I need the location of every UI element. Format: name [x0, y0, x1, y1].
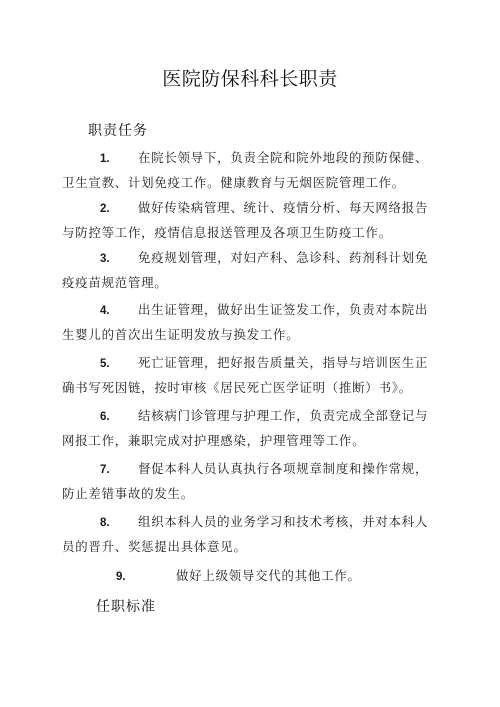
duty-text: 组织本科人员的业务学习和技术考核，并对本科人员的晋升、奖惩提出具体意见。: [62, 514, 429, 554]
duty-item-3: [62, 246, 432, 295]
duty-number: 3.: [100, 253, 110, 265]
duty-number: 1.: [100, 153, 110, 165]
duty-text: 在院长领导下，负责全院和院外地段的预防保健、卫生宣教、计划免疫工作。健康教育与无烟医院管理工作。: [62, 150, 429, 190]
duty-item-2: [62, 196, 432, 245]
duty-number: 5.: [100, 358, 110, 370]
page-title: 医院防保科科长职责: [162, 68, 338, 90]
duty-text: 出生证管理，做好出生证签发工作，负责对本院出生婴儿的首次出生证明发放与换发工作。: [62, 302, 429, 342]
section-heading-duties: 职责任务: [88, 123, 148, 139]
duty-text: 督促本科人员认真执行各项规章制度和操作常规，防止差错事故的发生。: [62, 461, 429, 501]
section-heading-qualifications: 任职标准: [96, 599, 156, 615]
duty-number: 6.: [100, 411, 110, 423]
duty-item-4: [62, 298, 432, 347]
duty-item-9: [116, 564, 361, 589]
duty-item-6: [62, 404, 432, 453]
duty-text: 免疫规划管理，对妇产科、急诊科、药剂科计划免疫疫苗规范管理。: [62, 250, 429, 290]
duty-item-7: [62, 457, 432, 506]
duty-number: 2.: [100, 203, 110, 215]
duty-number: 4.: [100, 305, 110, 317]
duty-text: 死亡证管理，把好报告质量关，指导与培训医生正确书写死因链，按时审核《居民死亡医学证明（推断）书》。: [62, 355, 429, 395]
duty-text: 结核病门诊管理与护理工作，负责完成全部登记与网报工作，兼职完成对护理感染，护理管理等工作。: [62, 408, 429, 448]
duty-item-8: [62, 510, 432, 559]
duty-text: 做好传染病管理、统计、疫情分析、每天网络报告与防控等工作，疫情信息报送管理及各项卫生防疫工作。: [62, 200, 429, 240]
duty-item-1: [62, 146, 432, 195]
duty-number: 8.: [100, 517, 110, 529]
duty-number: 9.: [116, 571, 126, 583]
duty-text: 做好上级领导交代的其他工作。: [176, 568, 361, 583]
duty-number: 7.: [100, 464, 110, 476]
duty-item-5: [62, 351, 432, 400]
